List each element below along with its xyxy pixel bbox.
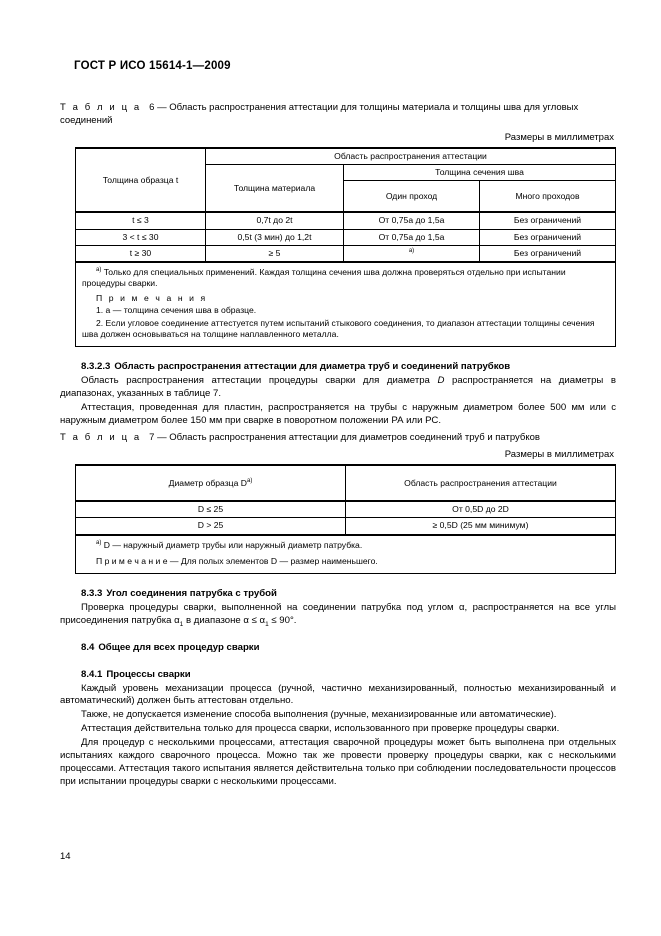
table6-note-2: 2. Если угловое соединение аттестуется путем испытаний стыкового соединения, то диапазон аттестации толщины сечения шва должен основываться на толщине наплавленного металла. — [82, 317, 595, 339]
table6-caption-text: — Область распространения аттестации для толщины материала и толщины шва для угловых соединений — [60, 102, 579, 126]
clause-8-4-1-paragraph-3: Аттестация действительна только для процесса сварки, использованного при проверке процедуры сварки. — [81, 723, 560, 735]
table7-header-qualification-range: Область распространения аттестации — [346, 465, 616, 501]
clause-8-4-1-paragraph-4: Для процедур с несколькими процессами, аттестация сварочной процедуры может быть выполнена при отдельных испытаниях каждого сварочного процесса. Можно так же провести проверку процедуры сварки, как с несколькими процессами. Аттестация такого испытания является действительна только при соблюдении последовательности процессов при испытании процедуры сварки с несколькими процессами. — [60, 737, 616, 788]
table7-cell-qualification-range: От 0,5D до 2D — [346, 501, 616, 518]
table6-cell-single-run: От 0,75а до 1,5а — [344, 229, 480, 245]
table6-header-multi-run: Много проходов — [480, 181, 616, 213]
table7-footnote-marker: а) — [96, 539, 102, 546]
table7-caption-text: — Область распространения аттестации для диаметров соединений труб и патрубков — [157, 431, 540, 443]
table6-cell-single-run — [344, 245, 480, 262]
clause-8-3-3-title: Угол соединения патрубка с трубой — [106, 587, 277, 599]
table6-note-1: 1. а — толщина сечения шва в образце. — [96, 305, 257, 316]
table7-note — [82, 556, 609, 567]
clause-8-4-1-number: 8.4.1 — [81, 668, 103, 680]
table7-cell-qualification-range: ≥ 0,5D (25 мм минимум) — [346, 518, 616, 535]
table7-notes — [76, 535, 616, 574]
table7-footnote-text: D — наружный диаметр трубы или наружный диаметр патрубка. — [103, 539, 363, 550]
page-number: 14 — [60, 851, 71, 862]
page-content — [60, 0, 616, 789]
clause-8-4-1-paragraph-1: Каждый уровень механизации процесса (ручной, частично механизированный, полностью механизированный и автоматический) должен быть аттестован отдельно. — [60, 682, 616, 707]
table6-header-material-thickness: Толщина материала — [206, 165, 344, 213]
table6-footnote-ref: а) — [408, 247, 415, 254]
table6-cell-multi-run: Без ограничений — [480, 229, 616, 245]
clause-8-4-1-paragraph-2: Также, не допускается изменение способа выполнения (ручные, механизированные или автоматические). — [81, 709, 557, 721]
table6-cell-multi-run: Без ограничений — [480, 245, 616, 262]
table-row — [76, 501, 616, 518]
table7-cell-specimen-diameter: D > 25 — [76, 518, 346, 535]
table6-header-single-run: Один проход — [344, 181, 480, 213]
clause-8-3-2-3-number: 8.3.2.3 — [81, 360, 111, 372]
clause-8-3-2-3-paragraph-2: Аттестация, проведенная для пластин, распространяется на трубы с наружным диаметром более 500 мм или с наружным диаметром более 150 мм при сварке в поворотном положении РА или РС. — [60, 401, 616, 426]
table6-caption — [60, 102, 616, 127]
table6-cell-multi-run: Без ограничений — [480, 212, 616, 229]
table7-units-note: Размеры в миллиметрах — [504, 449, 614, 461]
clause-8-3-2-3-paragraph-1 — [60, 375, 616, 401]
table-row — [76, 518, 616, 535]
table6-header-row-1 — [76, 148, 616, 165]
table7-header-specimen-diameter-text: Диаметр образца D — [168, 477, 247, 488]
table6-footnote-marker: а) — [96, 267, 102, 274]
p1-part1: Область распространения аттестации процедуры сварки для диаметра — [81, 374, 438, 386]
table7 — [75, 464, 616, 574]
table6-cell-specimen-thickness: t ≥ 30 — [76, 245, 206, 262]
table7-header-row — [76, 465, 616, 501]
table7-footnote-ref: а) — [246, 477, 253, 484]
table6-cell-material-thickness: 0,5t (3 мин) до 1,2t — [206, 229, 344, 245]
clause-8-3-2-3-heading — [60, 361, 616, 374]
table6 — [75, 147, 616, 347]
table-row — [76, 245, 616, 262]
clause-8-4-1-heading — [60, 669, 616, 682]
clause-8-4-number: 8.4 — [81, 641, 95, 653]
table7-notes-row — [76, 535, 616, 574]
table6-header-specimen-thickness: Толщина образца t — [76, 148, 206, 212]
table7-note-text: — Для полых элементов D — размер наименьшего. — [169, 555, 378, 566]
table7-footnote — [82, 540, 609, 551]
table6-notes-row — [76, 262, 616, 347]
table7-note-title: П р и м е ч а н и е — [96, 555, 168, 566]
clause-8-4-title: Общее для всех процедур сварки — [98, 641, 260, 653]
table6-cell-material-thickness: 0,7t до 2t — [206, 212, 344, 229]
table7-cell-specimen-diameter: D ≤ 25 — [76, 501, 346, 518]
table6-cell-material-thickness: ≥ 5 — [206, 245, 344, 262]
table6-notes — [76, 262, 616, 347]
table6-notes-title: П р и м е ч а н и я — [96, 293, 208, 304]
p1-part2: распространяется на диаметры в диапазонах, указанных в таблице 7. — [60, 374, 616, 399]
table-row — [76, 229, 616, 245]
table6-footnote — [82, 267, 609, 289]
table6-header-weld-throat-thickness: Толщина сечения шва — [344, 165, 616, 181]
table6-cell-specimen-thickness: 3 < t ≤ 30 — [76, 229, 206, 245]
table6-units-note: Размеры в миллиметрах — [504, 132, 614, 144]
table7-caption-label: Т а б л и ц а — [60, 431, 142, 443]
diameter-variable: D — [437, 374, 445, 386]
standard-header: ГОСТ Р ИСО 15614-1—2009 — [74, 60, 231, 72]
clause-8-3-3-number: 8.3.3 — [81, 587, 103, 599]
table6-footnote-text: Только для специальных применений. Каждая толщина сечения шва должна проверяться отдельно при испытании процедуры сварки. — [82, 266, 566, 289]
clause-8-4-1-title: Процессы сварки — [106, 668, 191, 680]
table7-caption — [60, 432, 616, 445]
table-row — [76, 212, 616, 229]
table6-cell-specimen-thickness: t ≤ 3 — [76, 212, 206, 229]
table6-cell-single-run: От 0,75а до 1,5а — [344, 212, 480, 229]
clause-8-3-3-heading — [60, 588, 616, 601]
table6-caption-label: Т а б л и ц а — [60, 102, 142, 113]
table7-caption-number: 7 — [149, 431, 155, 443]
table7-header-specimen-diameter — [76, 465, 346, 501]
table6-caption-number: 6 — [149, 102, 155, 113]
clause-8-3-2-3-title: Область распространения аттестации для диаметра труб и соединений патрубков — [114, 360, 511, 372]
clause-8-4-heading — [60, 642, 616, 655]
clause-8-3-3-paragraph: Проверка процедуры сварки, выполненной на соединении патрубка под углом α, распространяется на все углы присоединения патрубка $\alpha_1$ в диапазоне $\alpha \le \alpha_1 \le 90^\circ$. — [60, 601, 616, 628]
table6-header-qualification-range: Область распространения аттестации — [206, 148, 616, 165]
